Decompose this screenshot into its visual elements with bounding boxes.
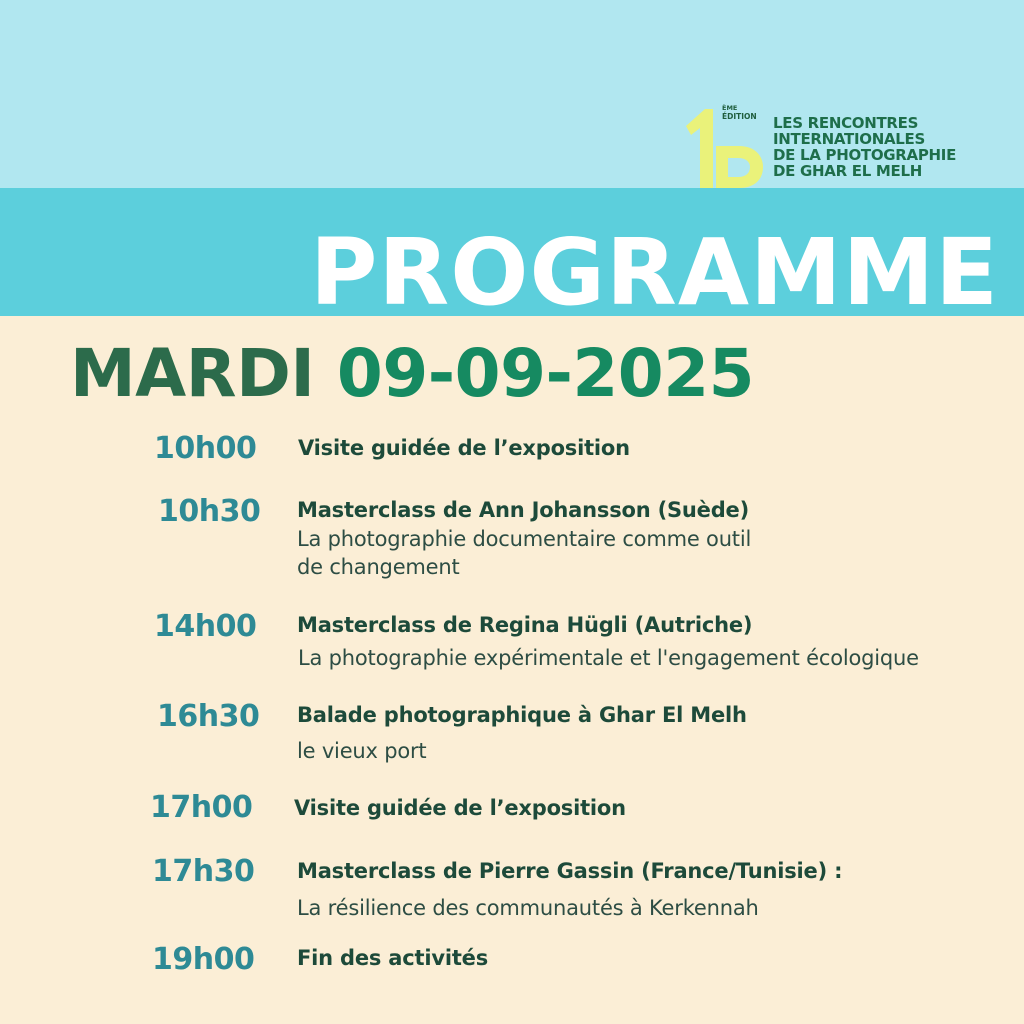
edition-word: ÉDITION [722,111,757,121]
logo-line: LES RENCONTRES [773,114,919,132]
event-title: Fin des activités [297,946,489,970]
event-description: La photographie documentaire comme outil [297,527,752,551]
event-description: de changement [297,555,460,579]
page-title: PROGRAMME [310,219,999,326]
event-description: La résilience des communautés à Kerkennah [297,896,759,920]
event-title: Visite guidée de l’exposition [294,796,626,820]
event-time: 16h30 [157,699,260,734]
event-time: 14h00 [154,609,257,644]
event-title: Masterclass de Ann Johansson (Suède) [297,498,749,522]
event-time: 17h00 [150,790,253,825]
logo-line: INTERNATIONALES [773,130,925,148]
event-time: 19h00 [152,942,255,977]
date: 09-09-2025 [336,335,755,412]
event-description: La photographie expérimentale et l'engagement écologique [298,646,919,670]
event-time: 10h30 [158,494,261,529]
day-heading [70,334,754,414]
event-title: Masterclass de Pierre Gassin (France/Tunisie) : [297,859,843,883]
logo-edition-label [722,104,757,121]
event-title: Visite guidée de l’exposition [298,436,630,460]
logo-line: DE GHAR EL MELH [773,162,922,180]
event-title: Balade photographique à Ghar El Melh [297,703,747,727]
event-time: 10h00 [154,431,257,466]
event-time: 17h30 [152,854,255,889]
event-title: Masterclass de Regina Hügli (Autriche) [297,613,753,637]
event-description: le vieux port [297,739,427,763]
weekday: MARDI [70,335,315,412]
edition-superscript: ÈME [722,104,738,112]
logo-text [773,115,956,179]
logo-line: DE LA PHOTOGRAPHIE [773,146,957,164]
festival-logo [683,104,983,196]
